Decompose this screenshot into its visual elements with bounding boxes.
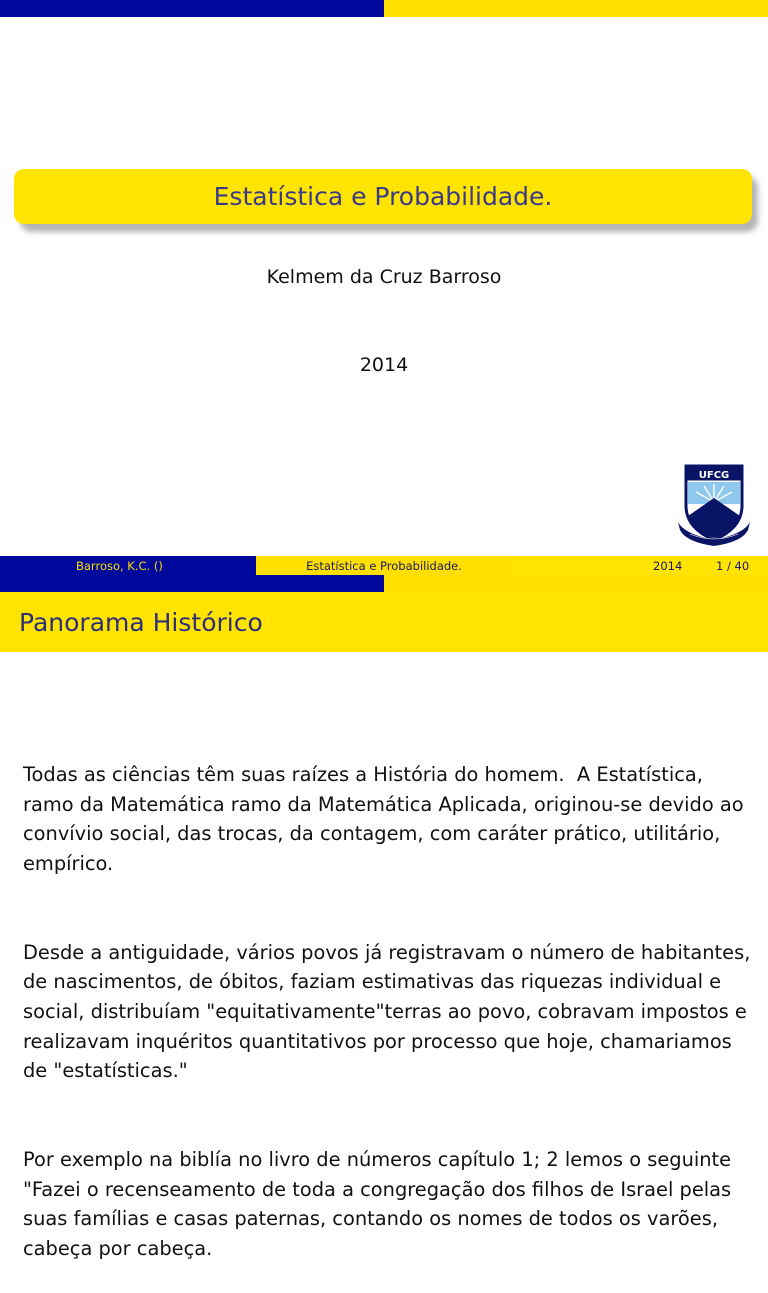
presentation-title: Estatística e Probabilidade. [213,182,553,211]
presentation-date: 2014 [359,354,409,376]
header-bar-blue [0,0,384,17]
footer-title-section [256,556,512,575]
paragraph-3: Por exemplo na biblía no livro de números capítulo 1; 2 lemos o seguinte "Fazei o recenseamento de toda a congregação dos filhos de Israel pelas suas famílias e casas paternas, contando os nomes de todos os varões, cabeça por cabeça. [23,1147,738,1260]
frame-title: Panorama Histórico [19,607,263,637]
logo-text: UFCG [698,470,730,481]
footer-date: 2014 [653,558,683,573]
footer-date-section [512,556,768,575]
header-bar-yellow [384,0,768,17]
footer-author: Barroso, K.C. () [76,558,163,573]
slide2-header-bar-yellow [384,575,768,592]
footer-author-section [0,556,256,575]
paragraph-2: Desde a antiguidade, vários povos já registravam o número de habitantes, de nascimentos, de óbitos, faziam estimativas das riquezas individual e social, distribuíam "equitativamente"terras ao povo, cobravam impostos e realizavam inquéritos quantitativos por processo que hoje, chamariamos de "estatísticas." [23,940,757,1083]
title-box [14,169,752,224]
frame-title-bar [0,592,768,652]
ufcg-logo [676,460,752,546]
paragraph-1: Todas as ciências têm suas raízes a História do homem. A Estatística, ramo da Matemática ramo da Matemática Aplicada, originou-se devido ao convívio social, das trocas, da contagem, com caráter prático, utilitário, empírico. [23,763,750,875]
slide-body [23,701,757,1293]
ufcg-crest-icon [676,460,752,546]
author-name: Kelmem da Cruz Barroso [266,266,502,288]
slide2-header-bar-blue [0,575,384,592]
footer-page-number: 1 / 40 [716,558,750,573]
footer-title: Estatística e Probabilidade. [306,558,462,573]
